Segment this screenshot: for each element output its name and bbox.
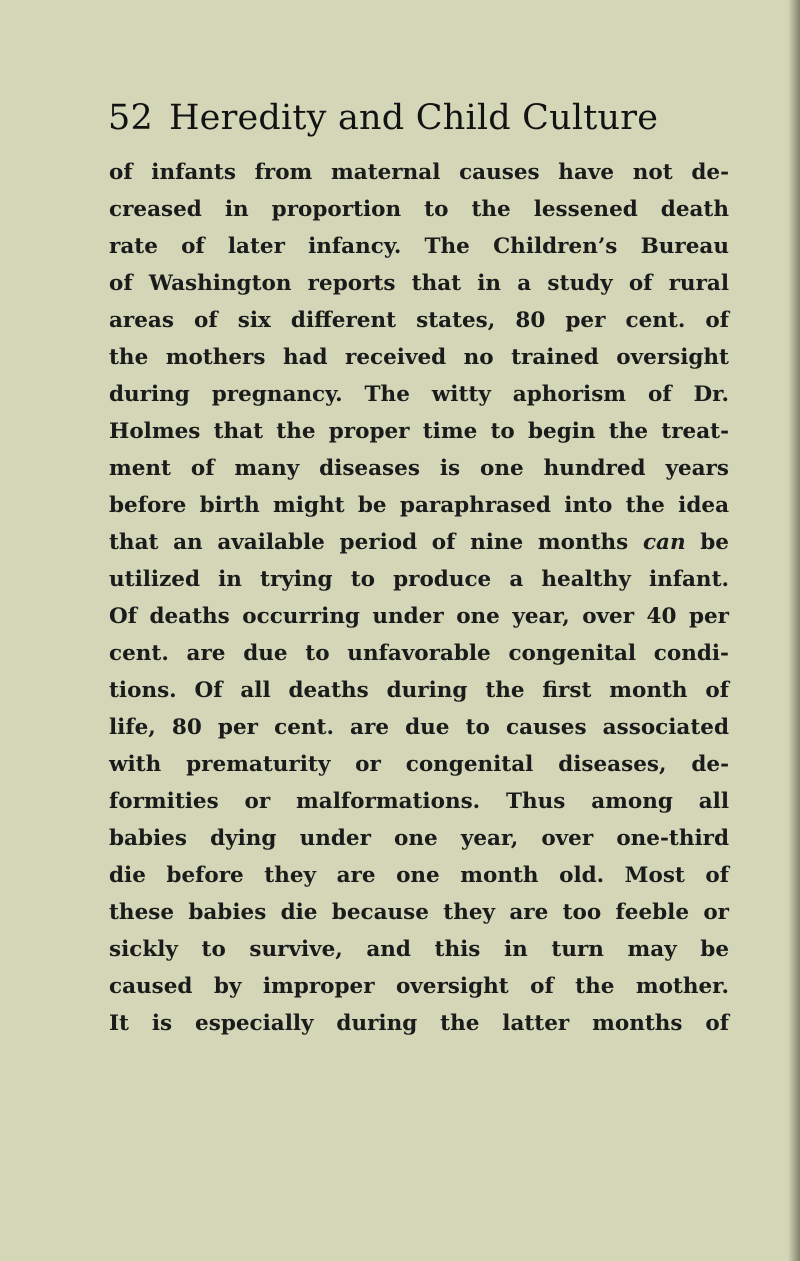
text-line: ment of many diseases is one hundred years xyxy=(109,456,729,481)
text-segment: be xyxy=(685,530,729,555)
text-line: tions. Of all deaths during the first month of xyxy=(109,678,729,703)
text-line: areas of six different states, 80 per cent. of xyxy=(109,308,729,333)
text-line: Holmes that the proper time to begin the treat- xyxy=(109,419,729,444)
text-line: cent. are due to unfavorable congenital condi- xyxy=(109,641,729,666)
text-line: die before they are one month old. Most of xyxy=(109,863,729,888)
page-number: 52 xyxy=(108,98,153,138)
text-line: It is especially during the latter months of xyxy=(109,1011,729,1036)
text-line: before birth might be paraphrased into the idea xyxy=(109,493,729,518)
text-line: the mothers had received no trained oversight xyxy=(109,345,729,370)
text-line: during pregnancy. The witty aphorism of Dr. xyxy=(109,382,729,407)
italic-word: can xyxy=(642,530,686,555)
text-line: of Washington reports that in a study of rural xyxy=(109,271,729,296)
text-line: Of deaths occurring under one year, over 40 per xyxy=(109,604,729,629)
text-line: caused by improper oversight of the mother. xyxy=(109,974,729,999)
body-text xyxy=(109,154,729,1042)
running-title: Heredity and Child Culture xyxy=(168,98,659,138)
text-segment: that an available period of nine months xyxy=(109,530,643,555)
text-line: sickly to survive, and this in turn may be xyxy=(109,937,729,962)
text-line: utilized in trying to produce a healthy infant. xyxy=(109,567,729,592)
page-edge-shadow xyxy=(788,0,800,1261)
text-line: these babies die because they are too feeble or xyxy=(109,900,729,925)
text-line: of infants from maternal causes have not de- xyxy=(109,160,729,185)
text-line: with prematurity or congenital diseases, de- xyxy=(109,752,729,777)
text-line: creased in proportion to the lessened death xyxy=(109,197,729,222)
running-head xyxy=(108,98,658,138)
text-line xyxy=(109,524,729,561)
text-line: formities or malformations. Thus among all xyxy=(109,789,729,814)
text-line: rate of later infancy. The Children’s Bureau xyxy=(109,234,729,259)
text-line: babies dying under one year, over one-third xyxy=(109,826,729,851)
text-line: life, 80 per cent. are due to causes associated xyxy=(109,715,729,740)
